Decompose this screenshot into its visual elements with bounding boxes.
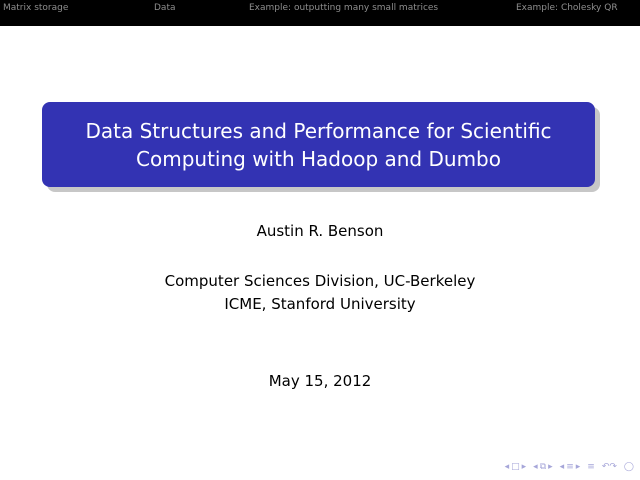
slide-title-line-2: Computing with Hadoop and Dumbo [136, 146, 501, 171]
slide-title [85, 117, 551, 173]
zoom-icon[interactable]: ◯ [623, 462, 634, 472]
affiliation-line-2: ICME, Stanford University [224, 295, 416, 313]
subsection-prev-icon[interactable]: ◂ [533, 462, 538, 472]
nav-section-outputting-small-matrices[interactable]: Example: outputting many small matrices [249, 3, 439, 13]
document-icon[interactable]: ≡ [587, 462, 595, 472]
section-prev-icon[interactable]: ◂ [559, 462, 565, 472]
presentation-date: May 15, 2012 [268, 372, 372, 390]
subsection-icon[interactable]: ⧉ [539, 462, 547, 472]
frame-next-icon[interactable]: ▸ [521, 462, 527, 472]
section-navigation-bar [0, 0, 640, 26]
search-back-forward-icon[interactable]: ↶↷ [601, 462, 617, 472]
title-block [42, 102, 595, 187]
slide-title-line-1: Data Structures and Performance for Scientific [85, 118, 552, 143]
frame-prev-icon[interactable]: ◂ [504, 462, 510, 472]
author-name: Austin R. Benson [256, 222, 384, 240]
frame-icon[interactable]: □ [511, 462, 520, 472]
subsection-next-icon[interactable]: ▸ [548, 462, 553, 472]
nav-section-cholesky-qr[interactable]: Example: Cholesky QR [516, 3, 618, 13]
beamer-navigation-controls [505, 462, 634, 472]
section-icon[interactable]: ≡ [566, 462, 574, 472]
section-next-icon[interactable]: ▸ [575, 462, 581, 472]
nav-section-matrix-storage[interactable]: Matrix storage [3, 3, 69, 13]
affiliation-line-1: Computer Sciences Division, UC-Berkeley [164, 272, 476, 290]
nav-section-data[interactable]: Data [154, 3, 176, 13]
